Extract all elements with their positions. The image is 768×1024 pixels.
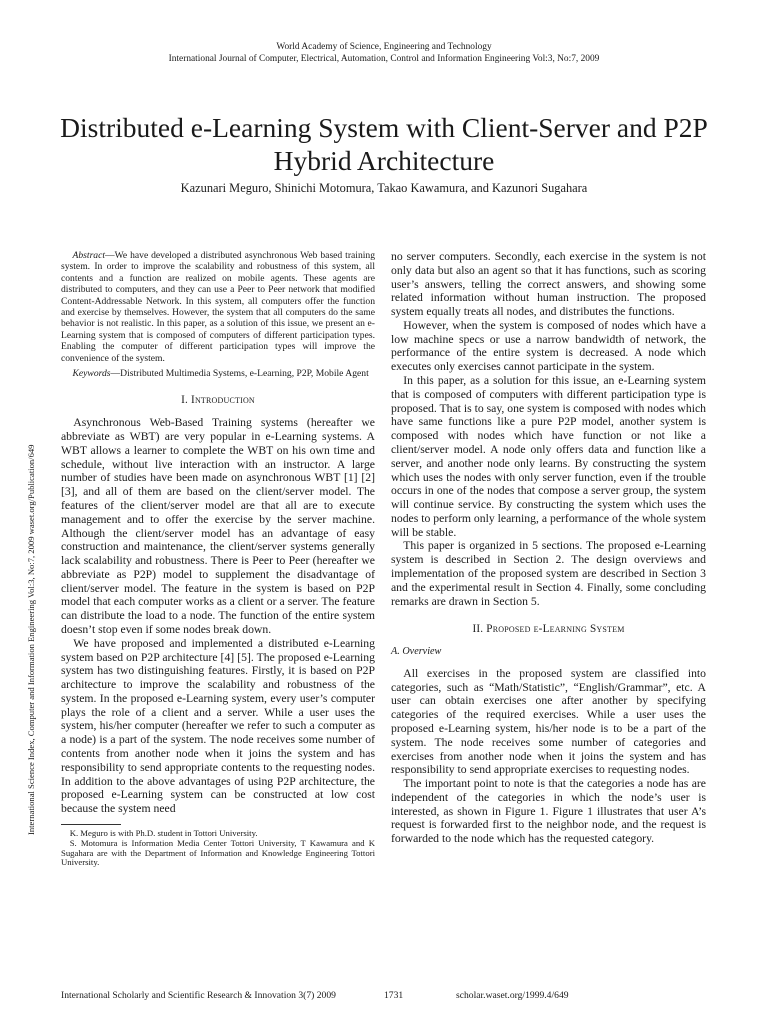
body-paragraph: Asynchronous Web-Based Training systems (hereafter we abbreviate as WBT) are very popular in e-Learning systems. A WBT allows a learner to complete the WBT on his own time and schedule, without live interaction with an instructor. A large number of studies have been made on asynchronous WBT [1] [2] [3], and all of them are based on the client/server model. The features of the client/server model are that all are to execute management and to offer the exercise by the server machine. Although the client/server model has an advantage of easy construction and maintenance, the client/server systems generally lack scalability and robustness. There is Peer to Peer (hereafter we abbreviate as P2P) model to supplement the disadvantage of client/server model. The feature in the system is based on P2P model that each computer works as a client or a server. The feature can distribute the load to a node. The function of the entire system doesn’t stop even if some nodes break down. [61, 416, 375, 636]
keywords-dash: — [110, 368, 121, 380]
keywords [61, 368, 375, 379]
body-paragraph: This paper is organized in 5 sections. The proposed e-Learning system is described in Section 2. The design overviews and implementation of the proposed system are described in Section 3 and the experimental result in Section 4. Finally, some concluding remarks are drawn in Section 5. [391, 539, 706, 608]
abstract [61, 250, 375, 364]
keywords-label: Keywords [72, 368, 111, 380]
footer-publisher: International Scholarly and Scientific Research & Innovation 3(7) 2009 [61, 990, 336, 1001]
body-paragraph: All exercises in the proposed system are classified into categories, such as “Math/Statistic”, “English/Grammar”, etc. A user can obtain exercises one after another by specifying categories of the required exercises. While a user uses the proposed e-Learning system, his/her node is to be a part of the system. The node receives some number of categories and exercises from another node when it joins the system and has responsibility to send appropriate exercises to requesting nodes. [391, 666, 706, 777]
journal-header-line-2: International Journal of Computer, Electrical, Automation, Control and Information Engineering Vol:3, No:7, 2009 [168, 54, 600, 64]
section-number: II. [472, 623, 484, 636]
left-column [61, 250, 375, 868]
section-title: Introduction [191, 394, 255, 407]
paper-title: Distributed e-Learning System with Client-Server and P2P Hybrid Architecture [60, 112, 708, 176]
section-heading-introduction [61, 394, 375, 408]
body-paragraph: no server computers. Secondly, each exercise in the system is not only data but also an agent so that it has functions, such as scoring user’s answers, telling the correct answers, and showing some related information without human instruction. The proposed system equally treats all nodes, and distributes the functions. [391, 250, 706, 319]
footnote: S. Motomura is Information Media Center Tottori University, T Kawamura and K Sugahara are with the Department of Information and Knowledge Engineering Tottori University. [61, 837, 375, 868]
section-title: Proposed e-Learning System [486, 623, 625, 636]
sidebar-citation: International Science Index, Computer and Information Engineering Vol:3, No:7, 2009 waset.org/Publication/649 [26, 444, 36, 835]
body-paragraph: However, when the system is composed of nodes which have a low machine specs or use a narrow bandwidth of network, the performance of the entire system is decreased. A node which executes only exercises cannot participate in the system. [391, 318, 706, 374]
abstract-dash: — [105, 250, 115, 261]
abstract-label: Abstract [72, 250, 106, 261]
subsection-heading-overview: A. Overview [391, 646, 442, 658]
body-paragraph: The important point to note is that the categories a node has are independent of the categories in which the node’s user is interested, as shown in Figure 1. Figure 1 illustrates that user A’s request is forwarded first to the neighbor node, and the request is forwarded to the node which has the requested category. [391, 777, 706, 846]
footer-url[interactable]: scholar.waset.org/1999.4/649 [456, 990, 569, 1001]
footnote-divider [61, 824, 121, 825]
footer-page-number: 1731 [384, 990, 404, 1001]
section-heading-proposed-system [391, 623, 706, 637]
footnotes [61, 829, 375, 868]
journal-header-line-1: World Academy of Science, Engineering and Technology [276, 42, 492, 52]
paper-authors: Kazunari Meguro, Shinichi Motomura, Takao Kawamura, and Kazunori Sugahara [180, 181, 588, 195]
abstract-text: We have developed a distributed asynchronous Web based training system. In order to improve the scalability and robustness of this system, all contents and a function are realized on mobile agents. These agents are distributed to computers, and they can use a Peer to Peer network that modified Content-Addressable Network. In this system, all computers offer the function and exercise by themselves. However, the system that all computers do the same behavior is not realistic. In this paper, as a solution of this issue, we present an e-Learning system that is composed of computers of different participation types. Enabling the computer of different participation types will improve the convenience of the system. [61, 250, 375, 364]
section-number: I. [181, 394, 189, 407]
body-paragraph: We have proposed and implemented a distributed e-Learning system based on P2P architecture [4] [5]. The proposed e-Learning system has two distinguishing features. Firstly, it is based on P2P architecture to improve the scalability and robustness of the system. In the proposed e-Learning system, every user’s computer plays the role of a client and a server. While a user uses the system, his/her computer (hereafter we refer to such a computer as a node) is a part of the system. The node receives some number of contents from another node when it joins the system and has responsibility to send appropriate contents to the requesting nodes. In addition to the above advantages of using P2P architecture, the proposed e-Learning system can be constructed at low cost because the system need [61, 636, 375, 816]
footnote: K. Meguro is with Ph.D. student in Tottori University. [69, 827, 258, 838]
keywords-text: Distributed Multimedia Systems, e-Learning, P2P, Mobile Agent [120, 368, 369, 380]
body-paragraph: In this paper, as a solution for this issue, an e-Learning system that is composed of computers with different participation type is proposed. That is to say, one system is composed with nodes which have same functions like a pure P2P model, another system is composed with nodes which have function or not like a client/server model. A node only offers data and function like a server, and another node only learns. By constructing the system which uses the nodes with only server function, even if the trouble occurs in one of the nodes that compose a server group, the system will continue service. By constructing the system which uses the nodes to perform only learning, a performance of the whole system will be stable. [391, 374, 706, 539]
right-column [391, 250, 706, 846]
